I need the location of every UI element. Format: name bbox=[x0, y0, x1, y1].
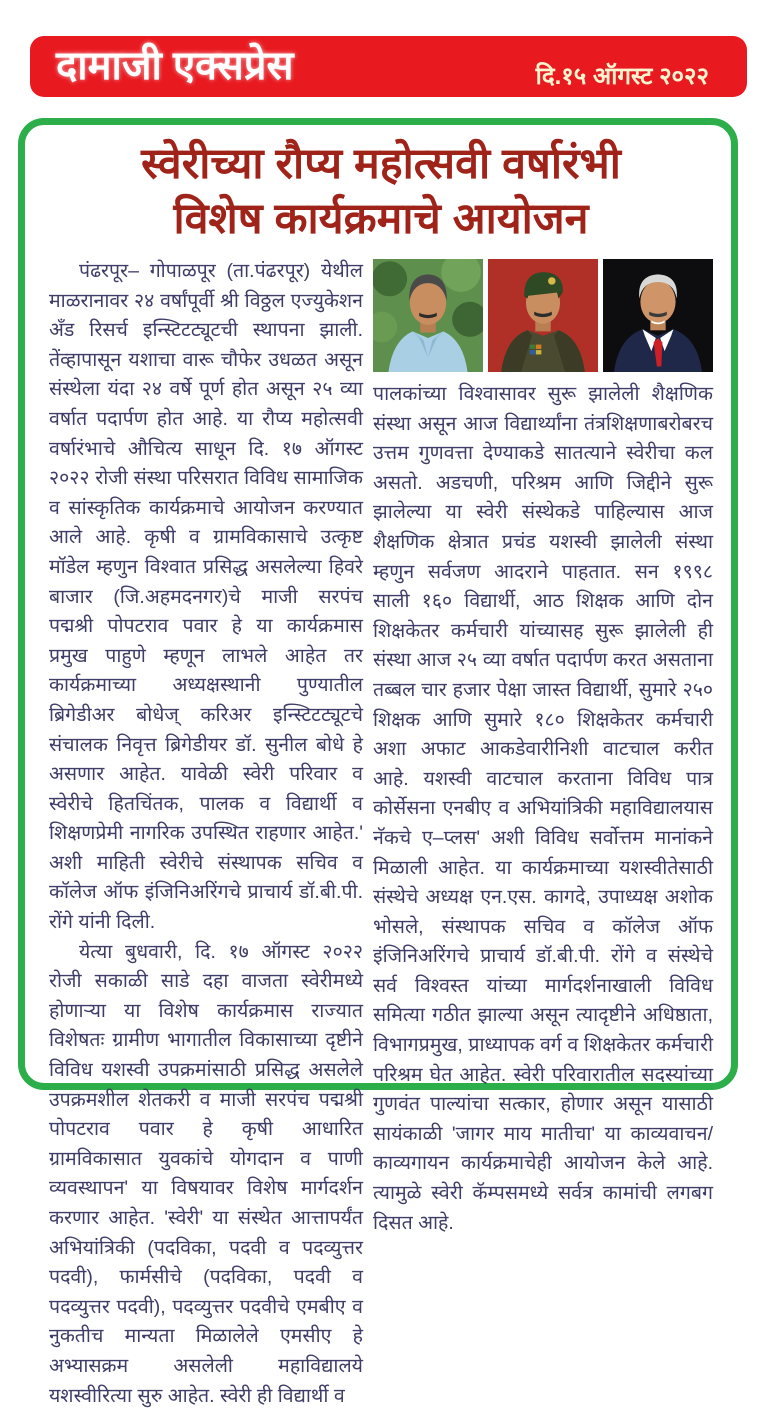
photo-brigadier bbox=[488, 259, 598, 372]
article-paragraph-1: पंढरपूर– गोपाळपूर (ता.पंढरपूर) येथील माळरानावर २४ वर्षांपूर्वी श्री विठ्ठल एज्युकेशन अँड रिसर्च इन्स्टिटट्यूटची स्थापना झाली. तेंव्हापासून यशाचा वारू चौफेर उधळत असून संस्थेला यंदा २४ वर्षे पूर्ण होत असून २५ व्या वर्षात पदार्पण होत आहे. या रौप्य महोत्सवी वर्षारंभाचे औचित्य साधून दि. १७ ऑगस्ट २०२२ रोजी संस्था परिसरात विविध सामाजिक व सांस्कृतिक कार्यक्रमाचे आयोजन करण्यात आले आहे. कृषी व ग्रामविकासाचे उत्कृष्ट मॉडेल म्हणुन विश्वात प्रसिद्ध असलेल्या हिवरे बाजार (जि.अहमदनगर)चे माजी सरपंच पद्मश्री पोपटराव पवार हे या कार्यक्रमास प्रमुख पाहुणे म्हणून लाभले आहेत तर कार्यक्रमाच्या अध्यक्षस्थानी पुण्यातील ब्रिगेडीअर बोधेज् करिअर इन्स्टिटट्यूटचे संचालक निवृत्त ब्रिगेडीयर डॉ. सुनील बोधे हे असणार आहेत. यावेळी स्वेरी परिवार व स्वेरीचे हितचिंतक, पालक व विद्यार्थी व शिक्षणप्रेमी नागरिक उपस्थित राहणार आहेत.' अशी माहिती स्वेरीचे संस्थापक सचिव व कॉलेज ऑफ इंजिनिअरिंगचे प्राचार्य डॉ.बी.पी. रोंगे यांनी दिली. bbox=[49, 260, 363, 934]
paper-name: दामाजी एक्सप्रेस bbox=[56, 44, 294, 88]
headline-line-2: विशेष कार्यक्रमाचे आयोजन bbox=[173, 195, 589, 243]
article-headline bbox=[49, 137, 713, 247]
article-column-right bbox=[373, 257, 713, 1411]
article-paragraph-2: येत्या बुधवारी, दि. १७ ऑगस्ट २०२२ रोजी सकाळी साडे दहा वाजता स्वेरीमध्ये होणाऱ्या या विशेष कार्यक्रमास राज्यात विशेषतः ग्रामीण भागातील विकासाच्या दृष्टीने विविध यशस्वी उपक्रमांसाठी प्रसिद्ध असलेले उपक्रमशील शेतकरी व माजी सरपंच पद्मश्री पोपटराव पवार हे कृषी आधारित ग्रामविकासात युवकांचे योगदान व पाणी व्यवस्थापन' या विषयावर विशेष मार्गदर्शन करणार आहेत. 'स्वेरी' या संस्थेत आत्तापर्यंत अभियांत्रिकी (पदविका, पदवी व पदव्युत्तर पदवी), फार्मसीचे (पदविका, पदवी व पदव्युत्तर पदवी), पदव्युत्तर पदवीचे एमबीए व नुकतीच मान्यता मिळालेले एमसीए हे अभ्यासक्रम असलेली महाविद्यालये यशस्वीरित्या सुरु आहेत. स्वेरी ही विद्यार्थी व bbox=[49, 940, 363, 1407]
article-box bbox=[18, 118, 738, 1407]
masthead bbox=[30, 36, 747, 97]
photo-chief-guest bbox=[373, 259, 483, 372]
article-paragraph-3: पालकांच्या विश्वासावर सुरू झालेली शैक्षणिक संस्था असून आज विद्यार्थ्यांना तंत्रशिक्षणाबरोबरच उत्तम गुणवत्ता देण्याकडे सातत्याने स्वेरीचा कल असतो. अडचणी, परिश्रम आणि जिद्दीने सुरू झालेल्या या स्वेरी संस्थेकडे पाहिल्यास आज शैक्षणिक क्षेत्रात प्रचंड यशस्वी झालेली संस्था म्हणुन सर्वजण आदराने पाहतात. सन १९९८ साली १६० विद्यार्थी, आठ शिक्षक आणि दोन शिक्षकेतर कर्मचारी यांच्यासह सुरू झालेली ही संस्था आज २५ व्या वर्षात पदार्पण करत असताना तब्बल चार हजार पेक्षा जास्त विद्यार्थी, सुमारे २५० शिक्षक आणि सुमारे १८० शिक्षकेतर कर्मचारी अशा अफाट आकडेवारीनिशी वाटचाल करीत आहे. यशस्वी वाटचाल करताना विविध पात्र कोर्सेसना एनबीए व अभियांत्रिकी महाविद्यालयास नॅकचे ए–प्लस' अशी विविध सर्वोत्तम मानांकने मिळाली आहेत. या कार्यक्रमाच्या यशस्वीतेसाठी संस्थेचे अध्यक्ष एन.एस. कागदे, उपाध्यक्ष अशोक भोसले, संस्थापक सचिव व कॉलेज ऑफ इंजिनिअरिंगचे प्राचार्य डॉ.बी.पी. रोंगे व संस्थेचे सर्व विश्वस्त यांच्या मार्गदर्शनाखाली विविध समित्या गठीत झाल्या असून त्यादृष्टीने अधिष्ठाता, विभागप्रमुख, प्राध्यापक वर्ग व शिक्षकेतर कर्मचारी परिश्रम घेत आहेत. स्वेरी परिवारातील सदस्यांच्या गुणवंत पाल्यांचा सत्कार, होणार असून यासाठी सायंकाळी 'जागर माय मातीचा' या काव्यवाचन/ काव्यगायन कार्यक्रमाचेही आयोजन केले आहे. त्यामुळे स्वेरी कॅम्पसमध्ये सर्वत्र कामांची लगबग दिसत आहे. bbox=[373, 383, 713, 1234]
photo-principal bbox=[603, 259, 713, 372]
article-column-left bbox=[49, 257, 363, 1411]
photo-strip bbox=[373, 259, 713, 372]
issue-date: दि.१५ ऑगस्ट २०२२ bbox=[535, 63, 709, 90]
headline-line-1: स्वेरीच्या रौप्य महोत्सवी वर्षारंभी bbox=[141, 140, 621, 188]
article-columns bbox=[49, 257, 713, 1411]
